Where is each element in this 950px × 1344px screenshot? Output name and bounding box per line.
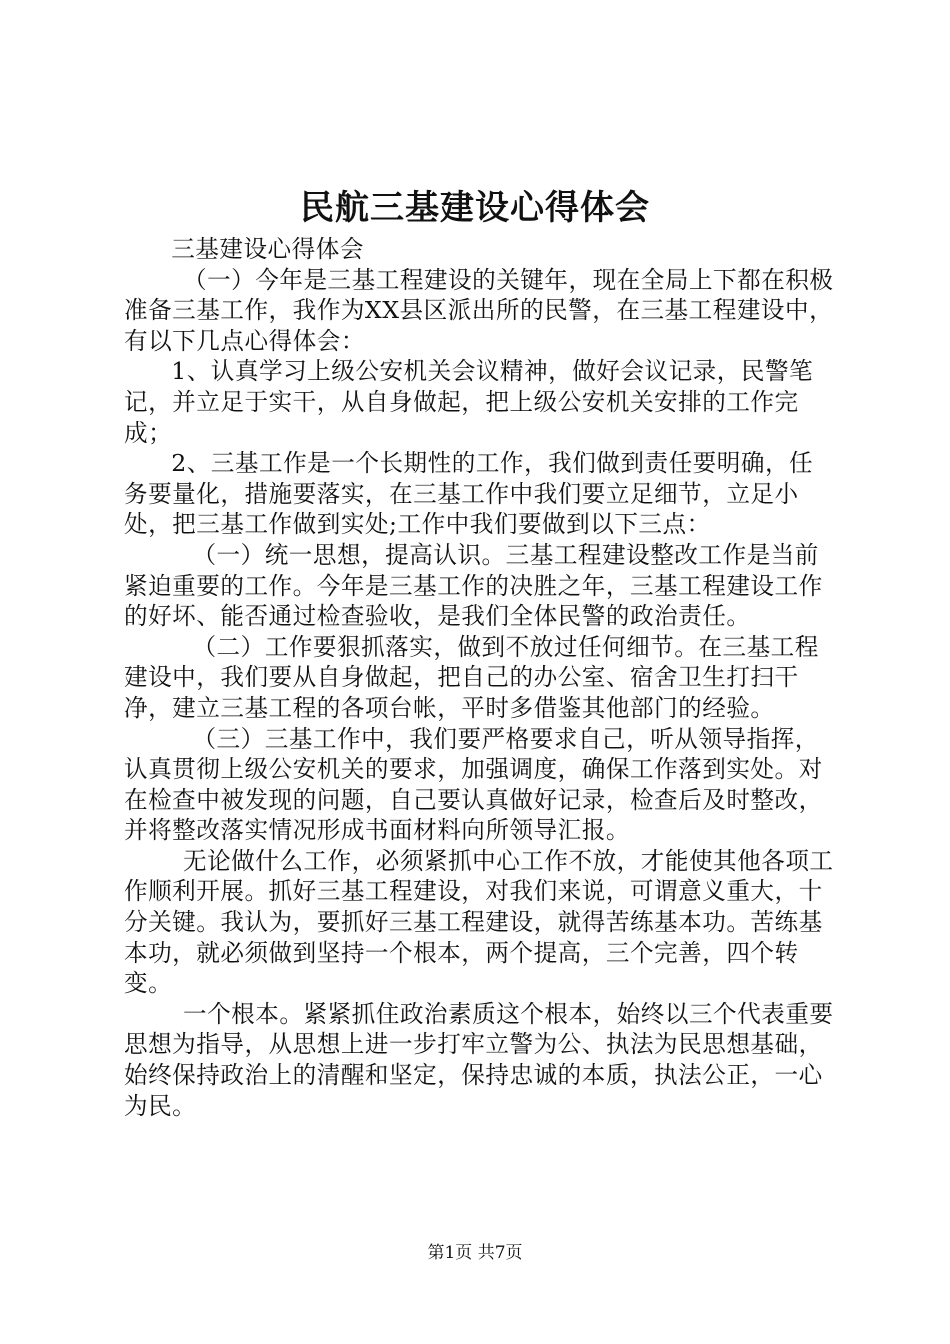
paragraph-point-2: 2、三基工作是一个长期性的工作，我们做到责任要明确，任务要量化，措施要落实，在三基工作中我们要立足细节，立足小处，把三基工作做到实处;工作中我们要做到以下三点： [124,449,814,539]
document-body [124,234,834,1121]
paragraph-one-root: 一个根本。紧紧抓住政治素质这个根本，始终以三个代表重要思想为指导，从思想上进一步打牢立警为公、执法为民思想基础，始终保持政治上的清醒和坚定，保持忠诚的本质，执法公正，一心为民。 [124,999,834,1120]
paragraph-sub-2: （二）工作要狠抓落实，做到不放过任何细节。在三基工程建设中，我们要从自身做起，把自己的办公室、宿舍卫生打扫干净，建立三基工程的各项台帐，平时多借鉴其他部门的经验。 [124,632,819,722]
paragraph-intro: （一）今年是三基工程建设的关键年，现在全局上下都在积极准备三基工作，我作为XX县区派出所的民警，在三基工程建设中，有以下几点心得体会： [124,265,834,355]
page-footer: 第1页 共7页 [427,1243,523,1263]
paragraph-general: 无论做什么工作，必须紧抓中心工作不放，才能使其他各项工作顺利开展。抓好三基工程建设，对我们来说，可谓意义重大，十分关键。我认为，要抓好三基工程建设，就得苦练基本功。苦练基本功，就必须做到坚持一个根本，两个提高，三个完善，四个转变。 [124,846,834,998]
paragraph-sub-1: （一）统一思想，提高认识。三基工程建设整改工作是当前紧迫重要的工作。今年是三基工作的决胜之年，三基工程建设工作的好坏、能否通过检查验收，是我们全体民警的政治责任。 [124,540,823,631]
paragraph-point-1: 1、认真学习上级公安机关会议精神，做好会议记录，民警笔记，并立足于实干，从自身做起，把上级公安机关安排的工作完成； [124,357,814,447]
paragraph-subtitle: 三基建设心得体会 [171,235,364,263]
paragraph-sub-3: （三）三基工作中，我们要严格要求自己，听从领导指挥，认真贯彻上级公安机关的要求，加强调度，确保工作落到实处。对在检查中被发现的问题，自己要认真做好记录，检查后及时整改，并将整改落实情况形成书面材料向所领导汇报。 [124,724,823,845]
document-title: 民航三基建设心得体会 [300,188,650,228]
